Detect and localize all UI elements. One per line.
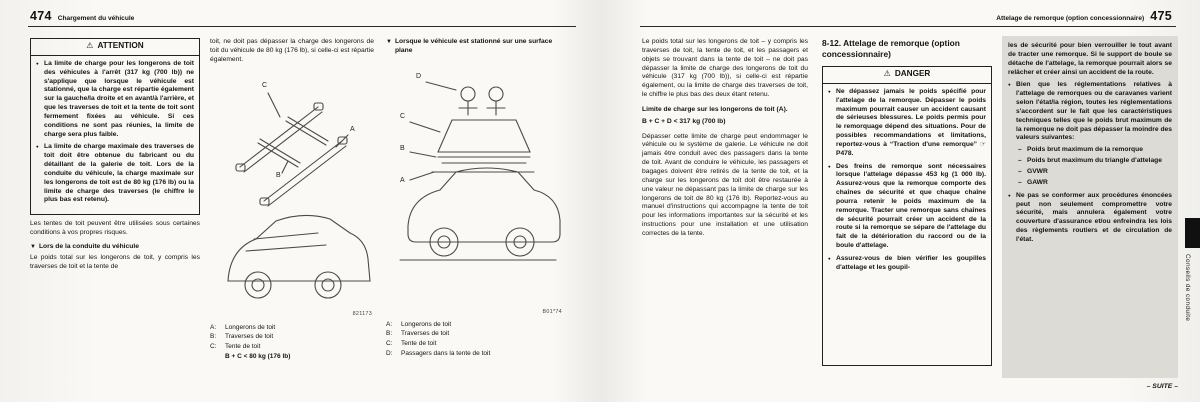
column-attention <box>30 38 200 275</box>
danger-bullet-list <box>823 84 991 282</box>
left-page-number: 474 <box>30 9 52 23</box>
figure2-label-a: A <box>400 176 405 184</box>
caption-key: D: <box>386 349 393 357</box>
caption-value: Traverses de toit <box>225 333 274 341</box>
triangle-marker-icon: ▼ <box>386 39 392 45</box>
chapter-tab-marker <box>1185 218 1200 248</box>
danger-bullet: ● Des freins de remorque sont nécessaires lorsque l'attelage dépasse 453 kg (1 000 lb). Assurez-vous que la remorque comporte des chaînes de sécurité et que chaque chaîne pourra retenir le poids maximum de la remorque. Tracter une remorque sans chaînes de sécurité pourrait créer un accident de la route si la remorque se sépare de l'attelage du fait de la détérioration du raccord ou de la boule d'attelage. <box>828 163 986 251</box>
danger-bullet: ● Assurez-vous de bien vérifier les goupilles d'attelage et les goupil- <box>828 255 986 273</box>
roof-rails-drawing <box>210 69 374 321</box>
caption-key: A: <box>210 323 217 331</box>
danger-bullet <box>1008 81 1172 187</box>
warning-triangle-icon: ⚠ <box>86 41 94 51</box>
figure2-label-d: D <box>416 72 422 80</box>
danger-box-header <box>823 67 991 84</box>
caption-key: C: <box>210 343 217 351</box>
caption-value: Longerons de toit <box>225 323 276 331</box>
caption-row <box>386 339 564 349</box>
caption-row <box>210 323 374 333</box>
caption-key: B: <box>210 333 217 341</box>
triangle-marker-icon: ▼ <box>30 244 36 251</box>
caption-value: Passagers dans la tente de toit <box>401 349 491 357</box>
figure2-label-c: C <box>400 112 406 120</box>
trailer-limit-list <box>1018 146 1172 187</box>
continued-marker: – SUITE – <box>1146 383 1178 390</box>
figure1-number: 821173 <box>352 311 372 318</box>
roof-load-formula: B + C + D < 317 kg (700 lb) <box>642 117 726 125</box>
figure1-load-formula: B + C < 80 kg (176 lb) <box>225 352 291 360</box>
warning-triangle-icon: ⚠ <box>883 69 891 79</box>
danger-continued-list <box>1008 81 1172 244</box>
attention-bullet: ● La limite de charge maximale des traverses de toit doit être obtenue du fabricant ou du détaillant de la galerie de toit. Lors de la conduite du véhicule, la charge maximale sur les longerons de toit est de 80 kg (176 lb) ou la limite de charge des traverses (le chiffre le plus bas est retenu). <box>36 143 194 205</box>
caption-value: Tente de toit <box>225 343 261 351</box>
caption-value: Tente de toit <box>401 340 437 348</box>
section-title-driving-text: Lors de la conduite du véhicule <box>38 243 139 251</box>
caption-row <box>386 349 564 359</box>
roof-load-paragraph-1: Le poids total sur les longerons de toit – y compris les traverses de toit, la tente de toit, et les passagers et objets se trouvant dans la tente de toit – ne doit pas dépasser la limite de charge des longerons de toit du véhicule (317 kg (700 lb)), si celle-ci est répartie également, ou la limite de charge des traverses de toit, le chiffre le plus bas des deux étant retenu. <box>642 38 808 99</box>
section-heading-8-12: 8-12. Attelage de remorque (option concessionnaire) <box>822 38 960 59</box>
column-danger-continued <box>1002 36 1178 378</box>
figure-roof-rails-exploded <box>210 69 374 321</box>
section-driving-paragraph: Le poids total sur les longerons de toit, y compris les traverses de toit et la tente de <box>30 254 200 270</box>
right-page-number: 475 <box>1150 9 1172 23</box>
left-header-title: Chargement du véhicule <box>57 15 135 22</box>
roof-load-paragraph-2: Dépasser cette limite de charge peut endommager le véhicule ou le système de galerie. Le véhicule ne doit jamais être conduit avec des passagers dans la tente de toit. Avant de conduire le véhicule, les passagers et bagages doivent être retirés de la tente de toit, et la charge sur les longerons de toit doit être restaurée à une valeur ne dépassant pas la limite de charge sur les longerons de toit de 80 kg (176 lb). Reportez-vous au manuel d'instructions qui accompagne la tente de toit pour les informations importantes sur la sécurité et les instructions pour une installation et une utilisation correctes de la tente. <box>642 132 808 237</box>
figure2-number: B01*74 <box>542 308 562 315</box>
figure1-caption <box>210 323 374 362</box>
attention-title: ATTENTION <box>97 41 144 50</box>
limit-item: – Poids brut maximum de la remorque <box>1018 146 1172 155</box>
column-trailer-hitch <box>822 38 992 366</box>
danger-title: DANGER <box>894 69 931 78</box>
caption-key: B: <box>386 330 393 338</box>
danger-bullet: ● Ne pas se conformer aux procédures énoncées peut non seulement compromettre votre sécurité, mais annulera également votre couverture d'assurance et/ou enfreindra les lois des règlements routiers et de circulation de l'état. <box>1008 192 1172 245</box>
left-page-header <box>30 9 134 23</box>
column2-paragraph: toit, ne doit pas dépasser la charge des longerons de toit du véhicule de 80 kg (176 lb), si celle-ci est répartie également. <box>210 38 374 63</box>
column-figure-driving <box>210 38 374 362</box>
danger-bullet-text: Bien que les réglementations relatives à l'attelage de remorques ou de caravanes varient selon l'état/la région, toutes les réglementations s'accordent sur le fait que les caractéristiques techniques telles que le poids brut maximum de la remorque ne doit pas dépasser la moindre des valeurs suivantes: <box>1016 81 1172 142</box>
right-header-title: Attelage de remorque (option concessionnaire) <box>996 15 1145 22</box>
chapter-tab-label: Conseils de conduite <box>1184 254 1191 322</box>
limit-item: – Poids brut maximum du triangle d'attelage <box>1018 157 1172 166</box>
attention-bullet: ● La limite de charge pour les longerons de toit des véhicules à l'arrêt (317 kg (700 lb)) ne s'applique que lorsque le véhicule est stationné, que la charge est répartie également sur la gauche/la droite et en avant/à l'arrière, et que les traverses de toit et la tente de toit sont fermement fixées au véhicule. Si ces conditions ne sont pas réunies, la limite de charge sera plus faible. <box>36 60 194 140</box>
caption-row <box>210 342 374 352</box>
danger-bullet: ● Ne dépassez jamais le poids spécifié pour l'attelage de la remorque. Dépasser le poids maximum pourrait causer un accident causant de sérieuses blessures. Le poids permis pour le remorquage dépend des situations. Pour de possibles recommandations et limitations, reportez-vous à “Traction d'une remorque” ☞P478. <box>828 88 986 159</box>
danger-box <box>822 66 992 366</box>
column-roof-load-text <box>642 38 808 242</box>
figure2-label-b: B <box>400 144 405 152</box>
column-figure-parked <box>386 38 564 359</box>
danger-continuation-text: les de sécurité pour bien verrouiller le tout avant de tracter une remorque. Si le support de boule se détache de l'attelage, la remorque pourrait alors se relâcher et créer ainsi un accident de la route. <box>1008 42 1172 76</box>
attention-bullet-list <box>31 56 199 215</box>
caption-value: Traverses de toit <box>401 330 450 338</box>
caption-key: A: <box>386 320 393 328</box>
caption-key: C: <box>386 340 393 348</box>
limit-item: – GVWR <box>1018 168 1172 177</box>
caption-value: Longerons de toit <box>401 320 452 328</box>
figure-roof-tent-parked <box>386 60 564 318</box>
left-header-rule <box>28 26 576 27</box>
section-title-parked <box>386 38 564 56</box>
roof-load-limit-caption: Limite de charge sur les longerons de toit (A). <box>642 105 788 113</box>
section-title-parked-text: Lorsque le véhicule est stationné sur une surface plane <box>394 38 553 54</box>
roof-tent-note: Les tentes de toit peuvent être utilisées sous certaines conditions à vos propres risques. <box>30 220 200 237</box>
caption-row <box>386 320 564 330</box>
figure1-label-b: B <box>276 171 281 179</box>
right-header-rule <box>640 26 1176 27</box>
caption-row <box>386 329 564 339</box>
attention-box <box>30 38 200 215</box>
limit-item: – GAWR <box>1018 179 1172 188</box>
caption-row <box>210 332 374 342</box>
figure2-caption <box>386 320 564 359</box>
right-page-header <box>996 9 1172 23</box>
figure1-label-a: A <box>350 125 355 133</box>
attention-box-header <box>31 39 199 56</box>
figure1-label-c: C <box>262 81 268 89</box>
section-title-driving <box>30 243 200 252</box>
roof-tent-drawing <box>386 60 564 318</box>
